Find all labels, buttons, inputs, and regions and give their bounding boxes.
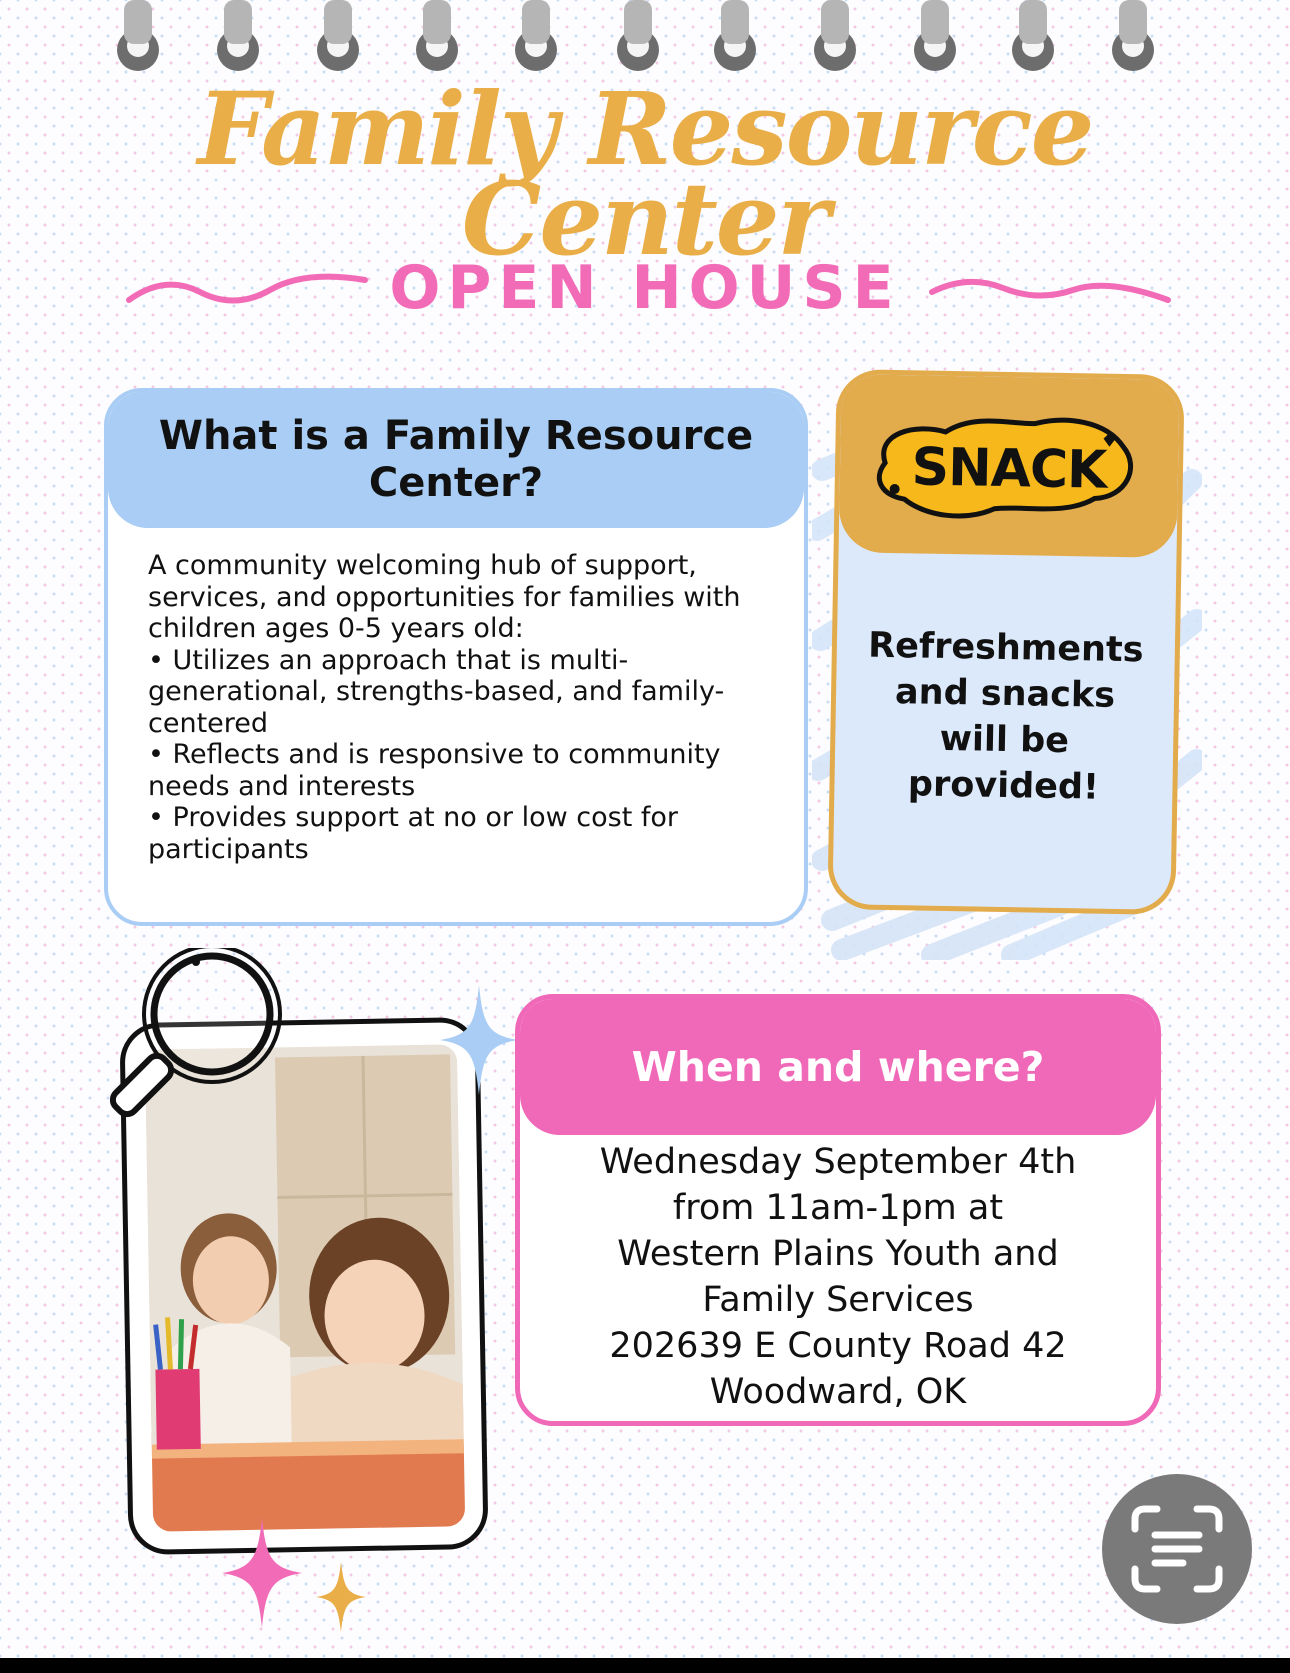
- about-card-intro: A community welcoming hub of support, services, and opportunities for families with children ages 0-5 years old:: [148, 550, 741, 644]
- snack-card-header: [839, 374, 1180, 558]
- event-city: Woodward, OK: [709, 1372, 967, 1412]
- title-line-1: Family Resource: [197, 70, 1093, 188]
- squiggle-right-decoration: [928, 270, 1173, 310]
- about-bullet-3: • Provides support at no or low cost for participants: [148, 802, 679, 865]
- sparkle-blue-icon: [440, 985, 518, 1095]
- when-where-heading: When and where?: [631, 1043, 1045, 1091]
- when-where-body: [520, 1139, 1156, 1415]
- snack-line-2: and snacks: [894, 672, 1116, 716]
- sparkle-gold-icon: [316, 1562, 366, 1632]
- about-bullet-1: • Utilizes an approach that is multi-generational, strengths-based, and family-centered: [148, 644, 725, 739]
- about-card-header: [108, 392, 804, 528]
- magnifying-glass-icon: [100, 948, 290, 1148]
- about-card-body: [108, 528, 804, 865]
- title-line-2: Center: [461, 160, 829, 278]
- bottom-bar: [0, 1658, 1290, 1673]
- event-date: Wednesday September 4th: [599, 1142, 1077, 1182]
- when-where-card: [515, 994, 1161, 1426]
- when-where-header: [520, 999, 1156, 1135]
- snack-card-body: [834, 622, 1175, 812]
- text-scan-icon: [1129, 1503, 1225, 1595]
- about-bullet-2: • Reflects and is responsive to community needs and interests: [148, 739, 721, 802]
- snack-badge-label: SNACK: [911, 437, 1107, 501]
- sparkle-pink-icon: [222, 1518, 302, 1628]
- about-card: [104, 388, 808, 926]
- snack-line-3: will be: [939, 718, 1070, 762]
- event-time: from 11am-1pm at: [672, 1188, 1004, 1228]
- snack-card: [827, 369, 1184, 915]
- snack-line-4: provided!: [907, 764, 1100, 808]
- spiral-binding: [0, 0, 1290, 80]
- text-scan-button[interactable]: [1102, 1474, 1252, 1624]
- event-venue-line-1: Western Plains Youth and: [617, 1234, 1059, 1274]
- event-address: 202639 E County Road 42: [609, 1326, 1067, 1366]
- snack-line-1: Refreshments: [867, 625, 1144, 671]
- about-card-heading: What is a Family Resource Center?: [158, 413, 754, 506]
- event-venue-line-2: Family Services: [702, 1280, 974, 1320]
- open-house-subtitle: OPEN HOUSE: [389, 253, 901, 323]
